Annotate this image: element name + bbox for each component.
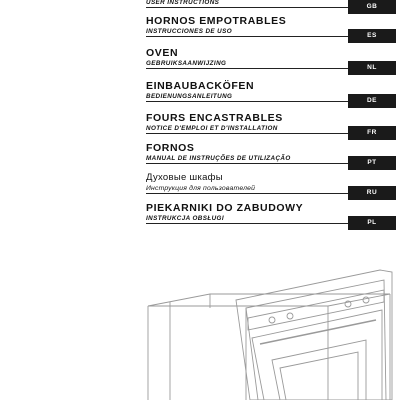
- entry-rule: [146, 68, 348, 69]
- entry-subtitle: BEDIENUNGSANLEITUNG: [146, 93, 233, 100]
- entry-subtitle: GEBRUIKSAANWIJZING: [146, 60, 227, 67]
- entry-rule: [146, 223, 348, 224]
- language-tab: ES: [348, 29, 396, 43]
- entry-subtitle: Инструкция для пользователей: [146, 185, 256, 192]
- entry-title: FOURS ENCASTRABLES: [146, 112, 283, 124]
- entry-rule: [146, 193, 348, 194]
- language-entry-ru: [146, 172, 396, 200]
- language-entry-pt: [146, 142, 396, 170]
- language-entry-gb: [146, 0, 396, 14]
- control-knob-icon: [269, 317, 275, 323]
- entry-rule: [146, 133, 348, 134]
- oven-illustration: [140, 268, 400, 400]
- entry-subtitle: INSTRUCCIONES DE USO: [146, 28, 233, 35]
- language-entry-es: [146, 15, 396, 43]
- language-tab: PL: [348, 216, 396, 230]
- language-entry-de: [146, 80, 396, 108]
- entry-title: OVEN: [146, 47, 179, 59]
- entry-subtitle: INSTRUKCJA OBSŁUGI: [146, 215, 224, 222]
- language-tab: RU: [348, 186, 396, 200]
- language-tab: PT: [348, 156, 396, 170]
- language-entry-nl: [146, 47, 396, 75]
- language-tab: DE: [348, 94, 396, 108]
- entry-title: Духовые шкафы: [146, 172, 223, 183]
- entry-rule: [146, 7, 348, 8]
- door-window-inner: [280, 352, 358, 400]
- entry-title: FORNOS: [146, 142, 195, 154]
- entry-title: HORNOS EMPOTRABLES: [146, 15, 287, 27]
- oven-body-outline: [236, 270, 392, 400]
- control-knob-icon: [363, 297, 369, 303]
- entry-rule: [146, 101, 348, 102]
- language-tab: FR: [348, 126, 396, 140]
- entry-rule: [146, 163, 348, 164]
- entry-subtitle: MANUAL DE INSTRUÇÕES DE UTILIZAÇÃO: [146, 155, 291, 162]
- language-entry-pl: [146, 202, 396, 230]
- entry-title: PIEKARNIKI DO ZABUDOWY: [146, 202, 304, 214]
- language-entry-fr: [146, 112, 396, 140]
- language-tab: GB: [348, 0, 396, 14]
- entry-title: EINBAUBACKÖFEN: [146, 80, 255, 92]
- control-knob-icon: [287, 313, 293, 319]
- door-window: [272, 340, 366, 400]
- entry-subtitle: USER INSTRUCTIONS: [146, 0, 220, 6]
- language-tab: NL: [348, 61, 396, 75]
- entry-rule: [146, 36, 348, 37]
- entry-subtitle: NOTICE D'EMPLOI ET D'INSTALLATION: [146, 125, 278, 132]
